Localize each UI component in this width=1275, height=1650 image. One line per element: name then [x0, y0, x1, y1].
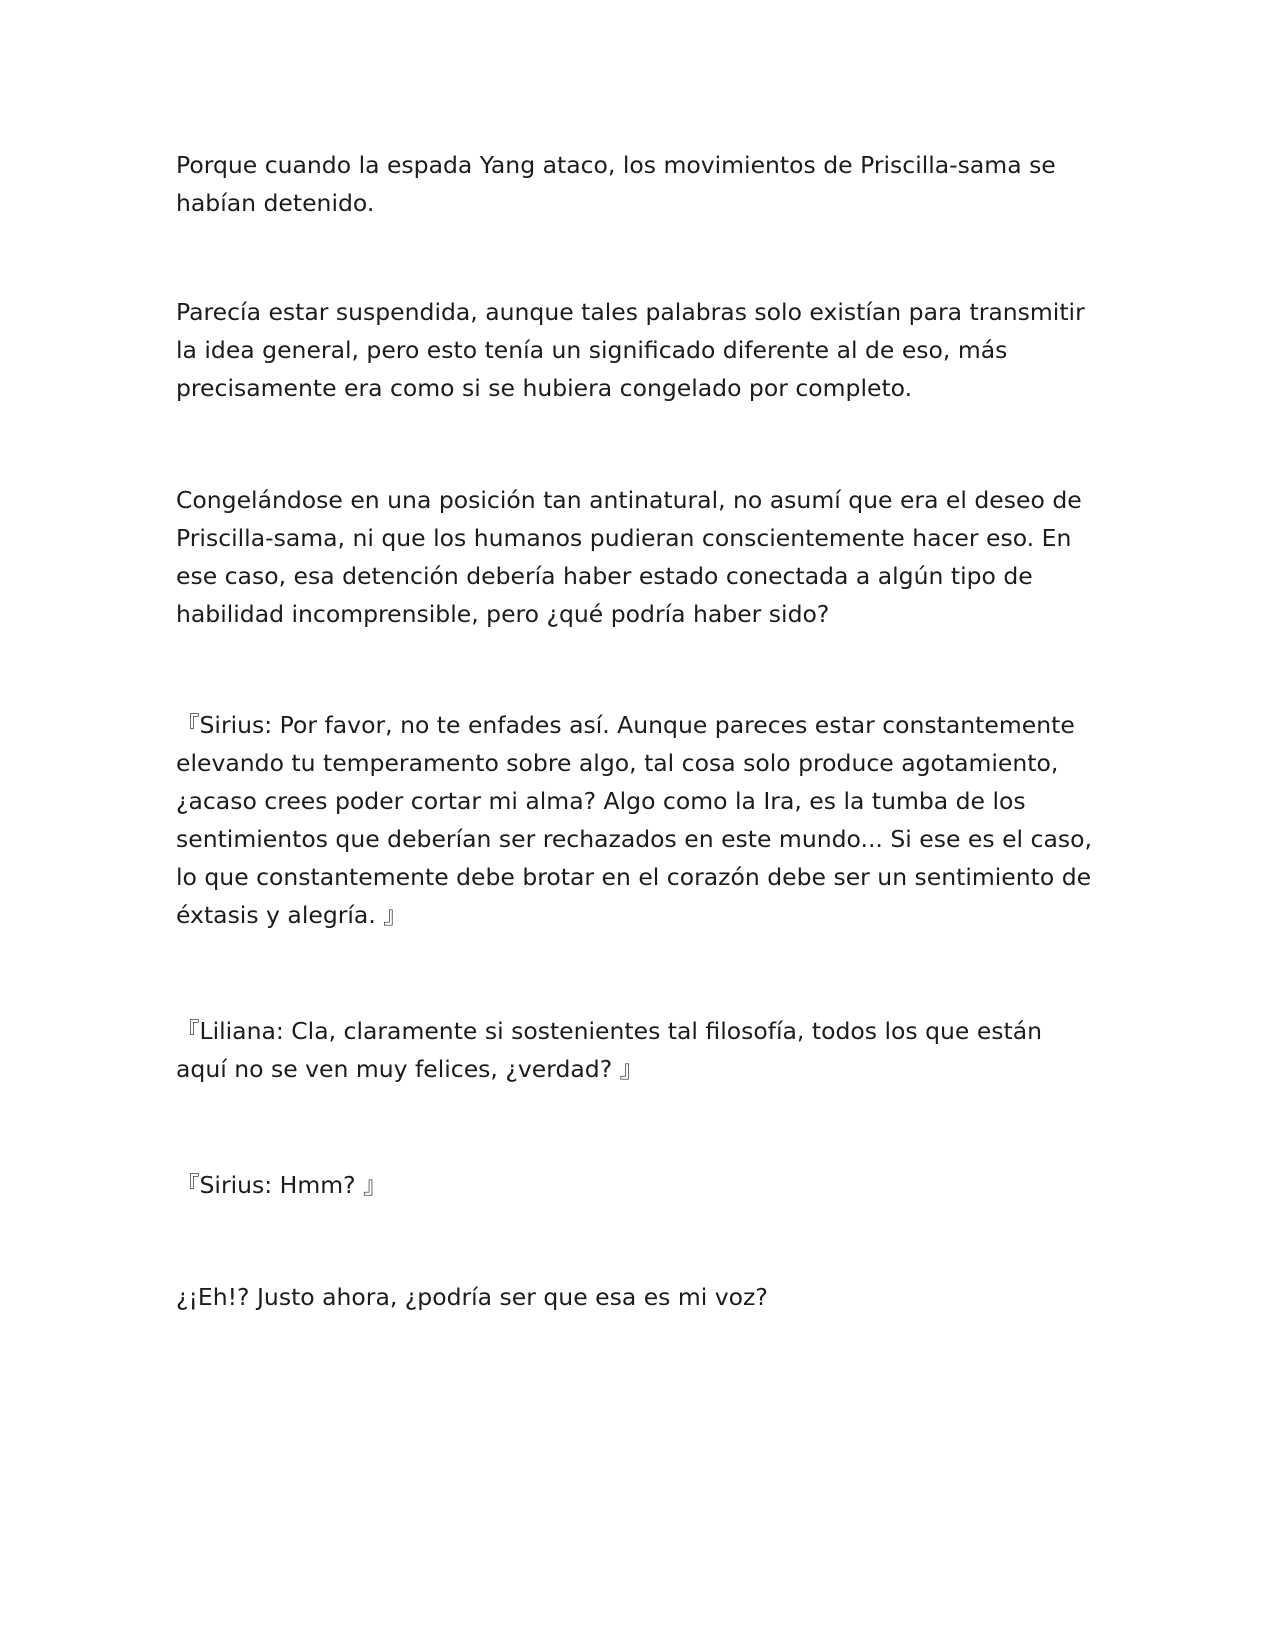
paragraph-dialogue-liliana	[176, 1012, 1106, 1088]
text-line: Priscilla-sama, ni que los humanos pudieran conscientemente hacer eso. En	[176, 524, 1072, 552]
paragraph-narration-1	[176, 146, 1106, 222]
text-line: 『Liliana: Cla, claramente si sostenientes tal filosofía, todos los que están	[176, 1017, 1043, 1045]
text-line: ese caso, esa detención debería haber estado conectada a algún tipo de	[176, 562, 1033, 590]
text-line: habían detenido.	[176, 189, 375, 217]
text-line: sentimientos que deberían ser rechazados en este mundo... Si ese es el caso,	[176, 825, 1092, 853]
text-line: Porque cuando la espada Yang ataco, los movimientos de Priscilla-sama se	[176, 151, 1056, 179]
paragraph-dialogue-sirius-short	[176, 1166, 1106, 1204]
text-line: lo que constantemente debe brotar en el corazón debe ser un sentimiento de	[176, 863, 1092, 891]
text-line: 『Sirius: Hmm? 』	[176, 1171, 387, 1199]
text-line: éxtasis y alegría. 』	[176, 901, 407, 929]
text-line: aquí no se ven muy felices, ¿verdad? 』	[176, 1055, 644, 1083]
text-line: ¿¡Eh!? Justo ahora, ¿podría ser que esa es mi voz?	[176, 1283, 768, 1311]
text-line: habilidad incomprensible, pero ¿qué podría haber sido?	[176, 600, 830, 628]
text-line: Congelándose en una posición tan antinatural, no asumí que era el deseo de	[176, 486, 1082, 514]
text-line: Parecía estar suspendida, aunque tales palabras solo existían para transmitir	[176, 298, 1085, 326]
text-line: la idea general, pero esto tenía un significado diferente al de eso, más	[176, 336, 1008, 364]
text-line: ¿acaso crees poder cortar mi alma? Algo como la Ira, es la tumba de los	[176, 787, 1026, 815]
paragraph-dialogue-sirius	[176, 706, 1106, 934]
text-line: precisamente era como si se hubiera congelado por completo.	[176, 374, 913, 402]
paragraph-narration-2	[176, 293, 1106, 407]
text-line: 『Sirius: Por favor, no te enfades así. Aunque pareces estar constantemente	[176, 711, 1075, 739]
text-line: elevando tu temperamento sobre algo, tal cosa solo produce agotamiento,	[176, 749, 1059, 777]
paragraph-narration-3	[176, 481, 1106, 633]
paragraph-narration-4	[176, 1278, 1106, 1316]
